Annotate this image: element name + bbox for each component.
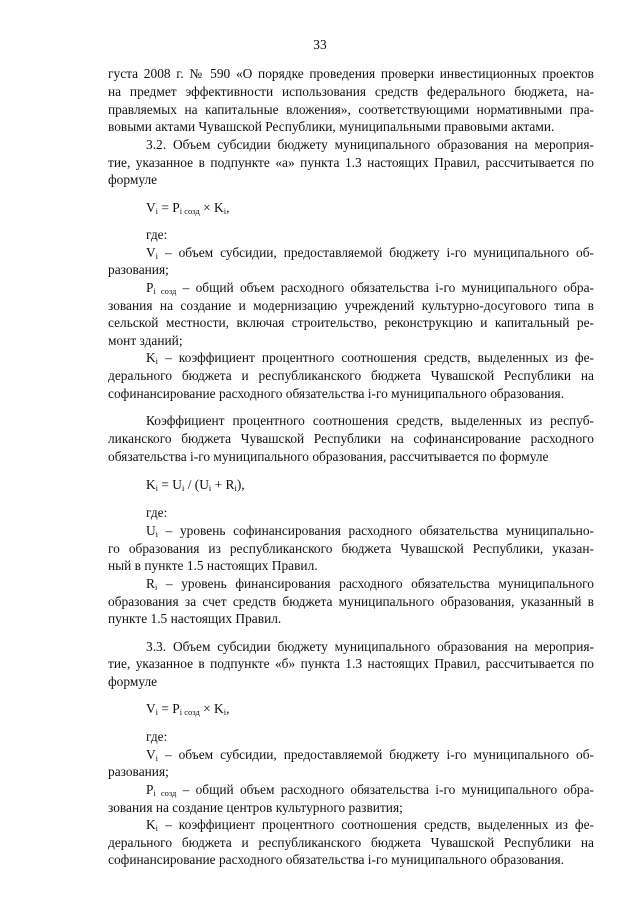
text-run: го образования из республиканского бюджета Чувашской Республики, указан- [108, 541, 594, 556]
text-run: , [226, 701, 230, 716]
text-line [108, 333, 594, 349]
text-run: тие, указанное в подпункте «а» пункта 1.3 настоящих Правил, рассчитывается по [108, 155, 594, 170]
text-run: P [146, 280, 154, 295]
text-run: V [146, 245, 156, 260]
text-line [108, 262, 594, 278]
text-line [146, 137, 594, 153]
text-run: R [146, 576, 155, 591]
text-line [108, 800, 594, 816]
text-line [108, 172, 594, 188]
text-run: на предмет эффективности использования средств федерального бюджета, на- [108, 84, 594, 99]
text-line [146, 413, 594, 429]
text-line [108, 656, 594, 672]
subscript: i [155, 753, 159, 763]
text-run: = P [158, 701, 180, 716]
text-run: зования на создание и модернизацию учреждений культурно-досугового типа в [108, 298, 594, 313]
text-run: разования; [108, 764, 169, 779]
text-line [108, 315, 594, 331]
text-line [108, 119, 594, 135]
text-run: – уровень софинансирования расходного обязательства муниципально- [158, 523, 594, 538]
text-run: зования на создание центров культурного развития; [108, 800, 403, 815]
text-run: V [146, 200, 156, 215]
text-run: P [146, 782, 154, 797]
text-line [108, 764, 594, 780]
subscript: i [155, 356, 159, 366]
text-run: K [146, 817, 156, 832]
text-run: 3.3. Объем субсидии бюджету муниципального образования на мероприя- [146, 639, 594, 654]
text-line [146, 280, 594, 296]
text-run: U [146, 523, 156, 538]
text-run: тие, указанное в подпункте «б» пункта 1.3 настоящих Правил, рассчитывается по [108, 656, 594, 671]
subscript: i [208, 483, 212, 493]
subscript: i [155, 707, 159, 717]
text-line [146, 576, 594, 592]
text-line [146, 505, 594, 521]
text-run: K [146, 350, 156, 365]
text-run: V [146, 747, 156, 762]
subscript: i [234, 483, 237, 493]
text-run: ный в пункте 1.5 настоящих Правил. [108, 558, 318, 573]
text-run: – объем субсидии, предоставляемой бюджету i-го муниципального об- [158, 245, 594, 260]
subscript: i [155, 251, 159, 261]
text-run: ликанского бюджета Чувашской Республики на софинансирование расходного [108, 431, 594, 446]
text-run: вовыми актами Чувашской Республики, муниципальными правовыми актами. [108, 119, 555, 134]
text-run: Коэффициент процентного соотношения средств, выделенных из респуб- [146, 413, 594, 428]
text-line [108, 835, 594, 851]
text-run: ), [236, 477, 245, 492]
text-line [146, 817, 594, 833]
subscript: i созд [153, 286, 177, 296]
text-run: формуле [108, 674, 158, 689]
text-line [146, 701, 594, 717]
text-run: дерального бюджета и республиканского бюджета Чувашской Республики на [108, 835, 594, 850]
subscript: i [155, 206, 159, 216]
text-run: монт зданий; [108, 333, 183, 348]
text-line [108, 449, 594, 465]
text-line [146, 227, 594, 243]
text-run: обязательства i-го муниципального образования, рассчитывается по формуле [108, 449, 549, 464]
text-run: софинансирование расходного обязательства i-го муниципального образования. [108, 852, 565, 867]
subscript: i [154, 582, 158, 592]
text-run: дерального бюджета и республиканского бюджета Чувашской Республики на [108, 368, 594, 383]
text-line [108, 852, 594, 868]
text-line [146, 639, 594, 655]
page-number: 33 [313, 37, 327, 52]
text-line [146, 245, 594, 261]
text-line [146, 523, 594, 539]
text-line [108, 558, 594, 574]
text-line [108, 674, 594, 690]
text-line [146, 747, 594, 763]
text-run: 3.2. Объем субсидии бюджету муниципального образования на мероприя- [146, 137, 594, 152]
subscript: i [223, 206, 227, 216]
subscript: i созд [179, 206, 200, 216]
text-run: + R [211, 477, 235, 492]
text-line [108, 368, 594, 384]
text-line [146, 477, 594, 493]
text-run: = P [158, 200, 180, 215]
text-line [108, 541, 594, 557]
text-run: V [146, 701, 156, 716]
text-line [108, 386, 594, 402]
text-line [146, 782, 594, 798]
text-line [108, 298, 594, 314]
text-run: пункте 1.5 настоящих Правил. [108, 611, 282, 626]
text-run: × K [199, 200, 224, 215]
text-run: где: [146, 227, 168, 242]
text-run: разования; [108, 262, 169, 277]
text-line [108, 611, 594, 627]
text-run: , [226, 200, 230, 215]
text-line [146, 729, 594, 745]
subscript: i [223, 707, 227, 717]
text-line [108, 431, 594, 447]
text-run: – уровень финансирования расходного обязательства муниципального [157, 576, 594, 591]
subscript: i созд [153, 788, 177, 798]
text-run: правляемых на капитальные вложения», соответствующими нормативными пра- [108, 102, 594, 117]
subscript: i [155, 483, 159, 493]
text-run: где: [146, 505, 168, 520]
text-run: софинансирование расходного обязательства i-го муниципального образования. [108, 386, 565, 401]
text-run: – общий объем расходного обязательства i-го муниципального обра- [176, 782, 594, 797]
text-line [146, 350, 594, 366]
text-run: / (U [184, 477, 209, 492]
text-run: – коэффициент процентного соотношения средств, выделенных из фе- [158, 817, 594, 832]
text-run: = U [158, 477, 182, 492]
text-run: – общий объем расходного обязательства i-го муниципального обра- [176, 280, 594, 295]
text-run: формуле [108, 172, 158, 187]
text-run: образования за счет средств бюджета муниципального образования, указанный в [108, 594, 594, 609]
text-run: где: [146, 729, 168, 744]
text-line [108, 102, 594, 118]
subscript: i созд [179, 707, 200, 717]
text-line [108, 66, 594, 82]
text-line [108, 84, 594, 100]
text-run: густа 2008 г. № 590 «О порядке проведения проверки инвестиционных проектов [108, 66, 594, 81]
subscript: i [155, 823, 159, 833]
text-run: × K [199, 701, 224, 716]
text-run: – объем субсидии, предоставляемой бюджету i-го муниципального об- [158, 747, 594, 762]
text-line [108, 594, 594, 610]
text-line [108, 155, 594, 171]
text-run: сельской местности, включая строительство, реконструкцию и капитальный ре- [108, 315, 594, 330]
text-run: K [146, 477, 156, 492]
text-run: – коэффициент процентного соотношения средств, выделенных из фе- [158, 350, 594, 365]
subscript: i [181, 483, 185, 493]
subscript: i [155, 529, 159, 539]
text-line [146, 200, 594, 216]
